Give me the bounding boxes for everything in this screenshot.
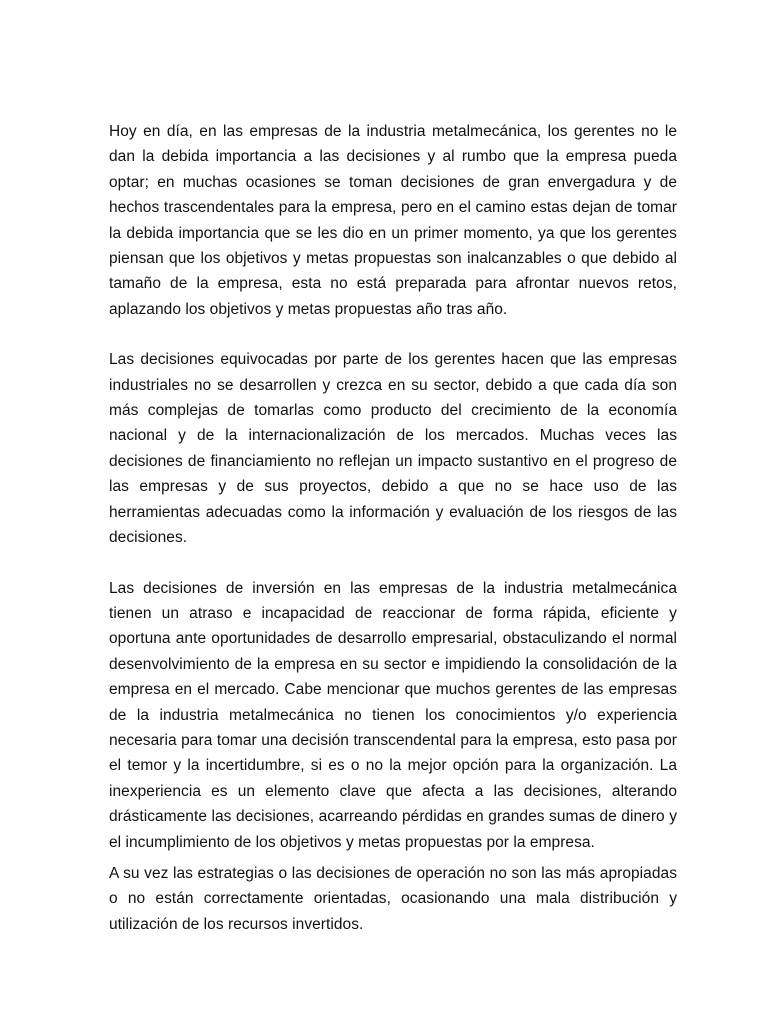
paragraph-1: Hoy en día, en las empresas de la industria metalmecánica, los gerentes no le dan la debida importancia a las decisiones y al rumbo que la empresa pueda optar; en muchas ocasiones se toman decisiones de gran envergadura y de hechos trascendentales para la empresa, pero en el camino estas dejan de tomar la debida importancia que se les dio en un primer momento, ya que los gerentes piensan que los objetivos y metas propuestas son inalcanzables o que debido al tamaño de la empresa, esta no está preparada para afrontar nuevos retos, aplazando los objetivos y metas propuestas año tras año. — [109, 123, 677, 318]
paragraph-4: A su vez las estrategias o las decisiones de operación no son las más apropiadas o no están correctamente orientadas, ocasionando una mala distribución y utilización de los recursos invertidos. — [109, 864, 677, 933]
document-body — [109, 119, 677, 937]
paragraph-3: Las decisiones de inversión en las empresas de la industria metalmecánica tienen un atraso e incapacidad de reaccionar de forma rápida, eficiente y oportuna ante oportunidades de desarrollo empresarial, obstaculizando el normal desenvolvimiento de la empresa en su sector e impidiendo la consolidación de la empresa en el mercado. Cabe mencionar que muchos gerentes de las empresas de la industria metalmecánica no tienen los conocimientos y/o experiencia necesaria para tomar una decisión transcendental para la empresa, esto pasa por el temor y la incertidumbre, si es o no la mejor opción para la organización. La inexperiencia es un elemento clave que afecta a las decisiones, alterando drásticamente las decisiones, acarreando pérdidas en grandes sumas de dinero y el incumplimiento de los objetivos y metas propuestas por la empresa. — [109, 579, 677, 851]
paragraph-2: Las decisiones equivocadas por parte de los gerentes hacen que las empresas industriales no se desarrollen y crezca en su sector, debido a que cada día son más complejas de tomarlas como producto del crecimiento de la economía nacional y de la internacionalización de los mercados. Muchas veces las decisiones de financiamiento no reflejan un impacto sustantivo en el progreso de las empresas y de sus proyectos, debido a que no se hace uso de las herramientas adecuadas como la información y evaluación de los riesgos de las decisiones. — [109, 351, 677, 547]
